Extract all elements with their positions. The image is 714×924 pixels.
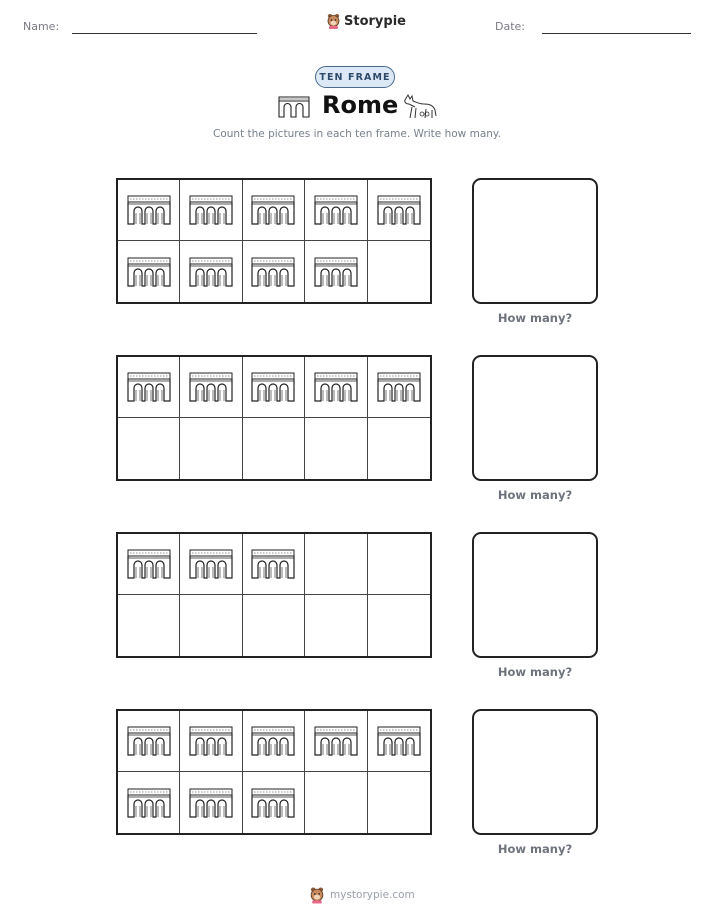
name-label: Name:	[23, 20, 60, 33]
answer-box-3[interactable]	[472, 532, 598, 658]
aqueduct-icon	[314, 726, 358, 756]
ten-frame-cell	[180, 534, 242, 595]
ten-frame-cell	[118, 711, 180, 772]
aqueduct-icon	[251, 257, 295, 287]
ten-frame-cell	[305, 595, 367, 656]
aqueduct-icon	[189, 372, 233, 402]
aqueduct-icon	[127, 257, 171, 287]
aqueduct-icon	[314, 372, 358, 402]
wolf-icon	[402, 92, 438, 120]
ten-frame-cell	[368, 595, 430, 656]
ten-frame-4	[116, 709, 432, 835]
aqueduct-icon	[278, 96, 310, 118]
aqueduct-icon	[127, 726, 171, 756]
how-many-label: How many?	[497, 842, 573, 856]
date-line[interactable]	[542, 33, 691, 34]
ten-frame-cell	[243, 595, 305, 656]
how-many-label: How many?	[497, 488, 573, 502]
answer-box-2[interactable]	[472, 355, 598, 481]
ten-frame-1	[116, 178, 432, 304]
ten-frame-cell	[243, 357, 305, 418]
worksheet-title: Rome	[322, 91, 399, 119]
brand-name: Storypie	[344, 13, 406, 29]
date-label: Date:	[495, 20, 525, 33]
ten-frame-badge: TEN FRAME	[315, 66, 395, 88]
aqueduct-icon	[377, 726, 421, 756]
ten-frame-cell	[180, 772, 242, 833]
aqueduct-icon	[189, 788, 233, 818]
ten-frame-cell	[243, 534, 305, 595]
aqueduct-icon	[377, 195, 421, 225]
ten-frame-cell	[180, 418, 242, 479]
aqueduct-icon	[314, 257, 358, 287]
footer	[309, 886, 415, 904]
ten-frame-cell	[305, 241, 367, 302]
aqueduct-icon	[251, 726, 295, 756]
ten-frame-cell	[368, 180, 430, 241]
ten-frame-cell	[118, 418, 180, 479]
ten-frame-cell	[305, 357, 367, 418]
how-many-label: How many?	[497, 665, 573, 679]
footer-url[interactable]: mystorypie.com	[330, 889, 415, 901]
ten-frame-cell	[243, 418, 305, 479]
aqueduct-icon	[251, 372, 295, 402]
aqueduct-icon	[127, 372, 171, 402]
ten-frame-cell	[305, 418, 367, 479]
answer-box-4[interactable]	[472, 709, 598, 835]
aqueduct-icon	[189, 257, 233, 287]
name-line[interactable]	[72, 33, 257, 34]
aqueduct-icon	[251, 195, 295, 225]
ten-frame-cell	[305, 534, 367, 595]
ten-frame-cell	[118, 595, 180, 656]
ten-frame-cell	[118, 357, 180, 418]
aqueduct-icon	[314, 195, 358, 225]
ten-frame-cell	[243, 180, 305, 241]
ten-frame-cell	[305, 180, 367, 241]
ten-frame-cell	[368, 418, 430, 479]
ten-frame-cell	[305, 711, 367, 772]
ten-frame-cell	[118, 241, 180, 302]
ten-frame-cell	[180, 595, 242, 656]
aqueduct-icon	[127, 195, 171, 225]
answer-box-1[interactable]	[472, 178, 598, 304]
ten-frame-cell	[243, 772, 305, 833]
ten-frame-cell	[368, 357, 430, 418]
instructions: Count the pictures in each ten frame. Write how many.	[213, 128, 501, 140]
ten-frame-2	[116, 355, 432, 481]
ten-frame-cell	[368, 711, 430, 772]
storypie-logo	[326, 13, 406, 29]
aqueduct-icon	[127, 549, 171, 579]
how-many-label: How many?	[497, 311, 573, 325]
aqueduct-icon	[251, 788, 295, 818]
ten-frame-cell	[305, 772, 367, 833]
aqueduct-icon	[127, 788, 171, 818]
ten-frame-cell	[180, 241, 242, 302]
ten-frame-3	[116, 532, 432, 658]
ten-frame-cell	[180, 180, 242, 241]
ten-frame-cell	[243, 711, 305, 772]
aqueduct-icon	[251, 549, 295, 579]
ten-frame-cell	[368, 534, 430, 595]
storypie-mascot-icon	[309, 886, 325, 904]
ten-frame-cell	[368, 241, 430, 302]
aqueduct-icon	[189, 726, 233, 756]
aqueduct-icon	[377, 372, 421, 402]
ten-frame-cell	[118, 180, 180, 241]
ten-frame-cell	[243, 241, 305, 302]
ten-frame-cell	[180, 357, 242, 418]
storypie-mascot-icon	[326, 13, 341, 29]
ten-frame-cell	[368, 772, 430, 833]
ten-frame-cell	[118, 772, 180, 833]
ten-frame-cell	[180, 711, 242, 772]
ten-frame-cell	[118, 534, 180, 595]
aqueduct-icon	[189, 549, 233, 579]
aqueduct-icon	[189, 195, 233, 225]
